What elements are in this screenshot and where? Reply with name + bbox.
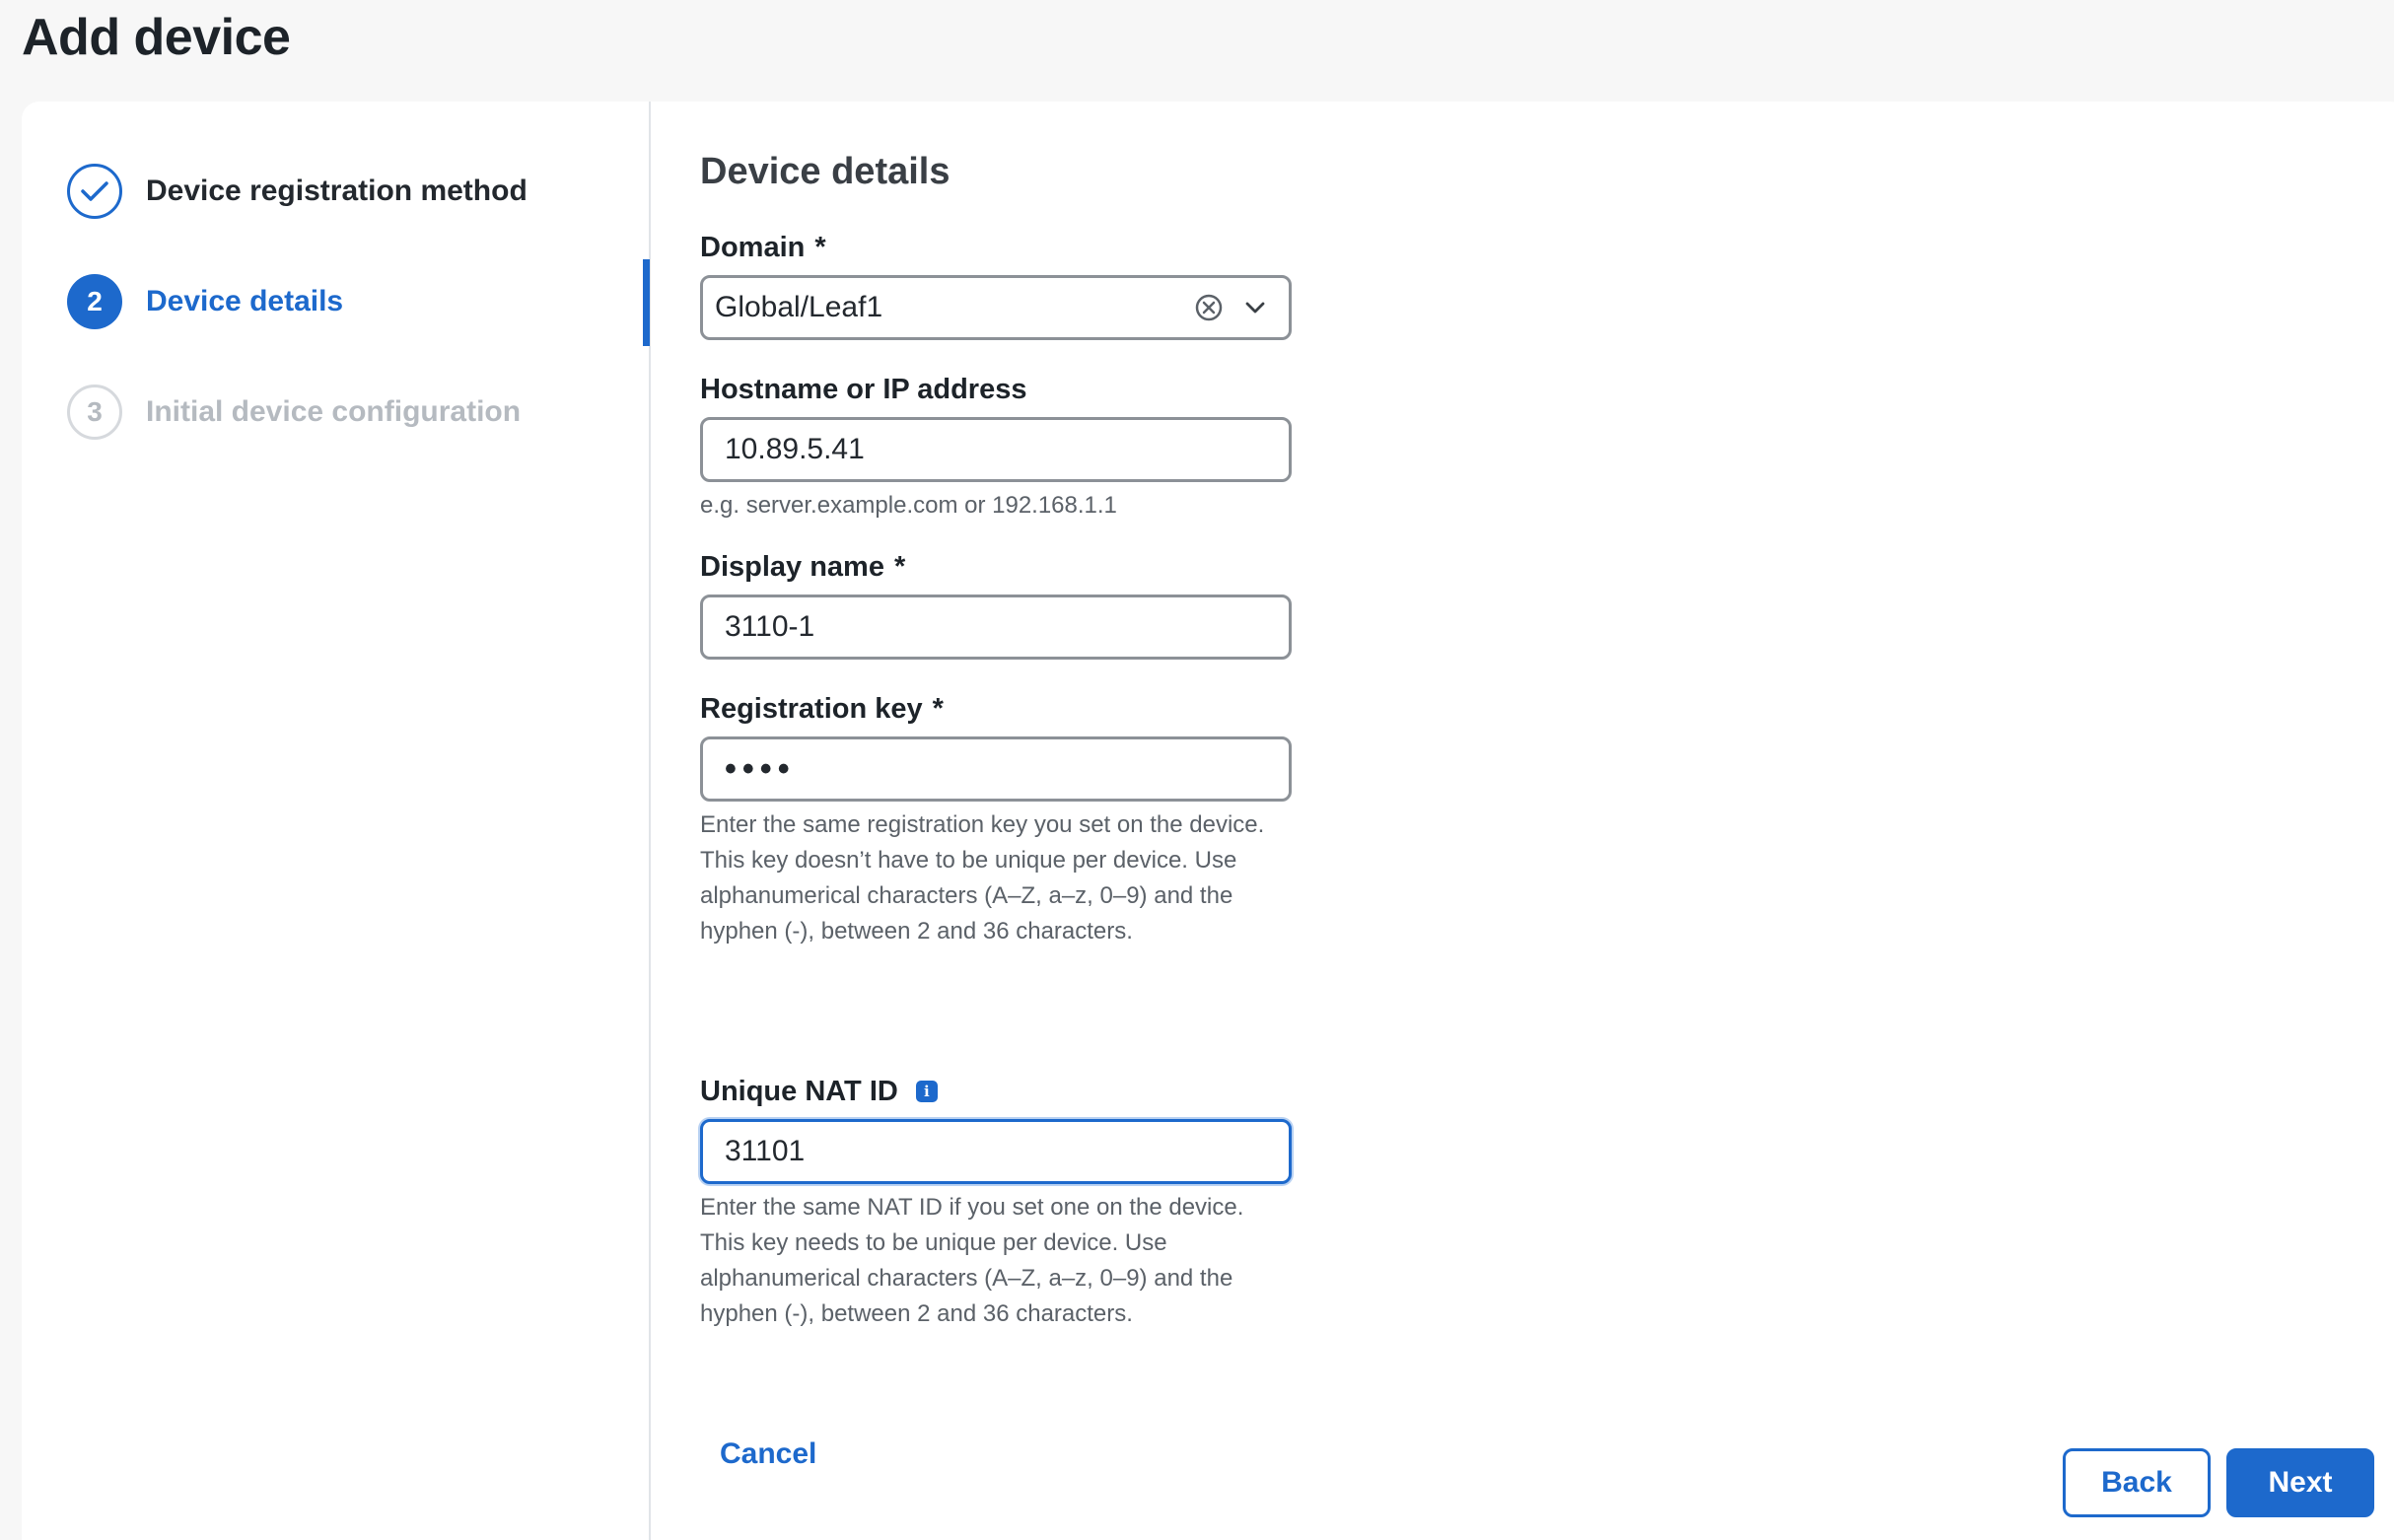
form-panel xyxy=(700,102,2394,1540)
info-icon[interactable]: i xyxy=(916,1081,938,1102)
check-circle-icon xyxy=(67,164,122,219)
registration-key-label-text: Registration key xyxy=(700,692,923,725)
wizard-card xyxy=(22,102,2394,1540)
step-label: Device details xyxy=(146,285,344,317)
wizard-stepper xyxy=(22,102,651,1540)
required-mark: * xyxy=(814,231,826,263)
page-title: Add device xyxy=(22,9,291,66)
step-device-registration-method[interactable] xyxy=(67,164,528,219)
back-button[interactable]: Back xyxy=(2063,1448,2211,1517)
display-name-input[interactable] xyxy=(700,595,1292,660)
domain-value: Global/Leaf1 xyxy=(715,291,883,323)
nat-id-field xyxy=(700,1074,1292,1332)
registration-key-input[interactable] xyxy=(700,736,1292,802)
step-label: Initial device configuration xyxy=(146,395,522,428)
display-name-label xyxy=(700,549,1292,585)
active-step-indicator xyxy=(643,259,650,346)
hostname-input[interactable] xyxy=(700,417,1292,482)
display-name-label-text: Display name xyxy=(700,550,884,583)
domain-field xyxy=(700,230,1292,340)
required-mark: * xyxy=(932,692,944,725)
hostname-helper: e.g. server.example.com or 192.168.1.1 xyxy=(700,492,1117,519)
step-number: 3 xyxy=(67,385,122,440)
clear-icon[interactable] xyxy=(1194,293,1224,322)
hostname-label: Hostname or IP address xyxy=(700,373,1027,405)
registration-key-value: •••• xyxy=(725,749,796,788)
registration-key-helper: Enter the same registration key you set on the device. This key doesn’t have to be unique per device. Use alphanumerical characters (A–Z, a–z, 0–9) and the hyphen (-), between 2 and 36 characters. xyxy=(700,811,1265,945)
step-number: 2 xyxy=(67,274,122,329)
display-name-value: 3110-1 xyxy=(725,610,815,643)
hostname-value: 10.89.5.41 xyxy=(725,433,865,465)
hostname-field xyxy=(700,372,1292,524)
registration-key-field xyxy=(700,691,1292,949)
required-mark: * xyxy=(893,550,906,583)
registration-key-label xyxy=(700,691,1292,727)
next-button[interactable]: Next xyxy=(2226,1448,2374,1517)
step-initial-device-configuration xyxy=(67,385,521,440)
display-name-field xyxy=(700,549,1292,660)
nat-id-input[interactable] xyxy=(700,1119,1292,1184)
step-device-details[interactable] xyxy=(67,274,343,329)
section-title: Device details xyxy=(700,151,951,192)
nat-id-label-text: Unique NAT ID xyxy=(700,1075,898,1107)
nat-id-label xyxy=(700,1074,1292,1109)
nat-id-value: 31101 xyxy=(725,1135,806,1167)
domain-select[interactable] xyxy=(700,275,1292,340)
nat-id-helper: Enter the same NAT ID if you set one on the device. This key needs to be unique per device. Use alphanumerical characters (A–Z, a–z, 0–9) and the hyphen (-), between 2 and 36 characters. xyxy=(700,1194,1244,1327)
cancel-button[interactable]: Cancel xyxy=(720,1437,817,1470)
domain-label xyxy=(700,230,1292,265)
step-label: Device registration method xyxy=(146,175,528,207)
chevron-down-icon[interactable] xyxy=(1243,300,1267,315)
domain-label-text: Domain xyxy=(700,231,806,263)
